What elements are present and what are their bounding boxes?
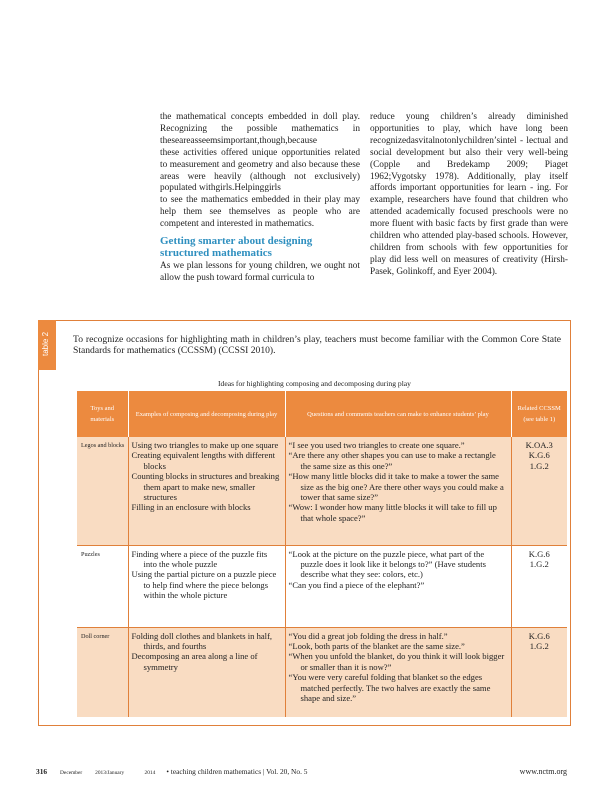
examples-cell — [128, 545, 285, 627]
section-heading — [160, 236, 360, 259]
table-header-row — [77, 391, 567, 437]
toy-cell: Doll corner — [77, 627, 128, 717]
footer-journal: • teaching children mathematics | Vol. 20, No. 5 — [166, 767, 308, 776]
question-item: “How many little blocks did it take to make a tower the same size as the big one? Are there other ways you could make a tower that same size?” — [288, 471, 504, 503]
paragraph: As we plan lessons for young children, we ought not allow the push toward formal curricula to — [160, 261, 360, 283]
table-row — [77, 545, 567, 627]
footer-left — [36, 767, 307, 776]
example-item: Using the partial picture on a puzzle piece to help find where the piece belongs within the whole picture — [131, 569, 277, 601]
question-item: “You did a great job folding the dress in half.” — [288, 630, 448, 641]
question-item: “Wow: I wonder how many little blocks it will take to fill up that whole space?” — [288, 502, 497, 523]
table-row — [77, 627, 567, 717]
question-item: “When you unfold the blanket, do you think it will look bigger or smaller than it is now?” — [288, 651, 505, 672]
paragraph: reduce young children’s already diminished opportunities to play, which have long been recognizedasvitalnotonlychildren’sintel - lectual and social development but also their very well-being (Copple and Bredekamp 2009; Piaget 1962;Vygotsky 1978). Additionally, play itself affords important opportunities for learn - ing. For example, researchers have found that children who attended academically focused preschools were no more fluent with basic facts by first grade than were children who attended play-based schools. However, children from schools with few opportunities for play did less well on measures of creativity (Hirsh-Pasek, Golinkoff, and Eyer 2004). — [370, 112, 568, 277]
question-item: “I see you used two triangles to create one square.” — [288, 440, 465, 450]
header-questions: Questions and comments teachers can make to enhance students’ play — [285, 391, 511, 437]
toy-cell: Legos and blocks — [77, 437, 128, 545]
examples-cell — [128, 627, 285, 717]
questions-cell — [285, 545, 511, 627]
paragraph: the mathematical concepts embedded in doll play. Recognizing the possible mathematics in theseareasseemsimportant,though,because — [160, 112, 360, 146]
standard-code: K.OA.3 — [525, 440, 553, 450]
page-number: 316 — [36, 767, 48, 776]
footer-month: December — [60, 770, 83, 776]
question-item: “Can you find a piece of the elephant?” — [288, 579, 425, 590]
example-item: Folding doll clothes and blankets in half, thirds, and fourths — [131, 630, 273, 651]
standards-cell — [511, 627, 567, 717]
example-item: Decomposing an area along a line of symmetry — [131, 651, 258, 672]
ideas-table — [77, 391, 567, 717]
toy-cell: Puzzles — [77, 545, 128, 627]
table-tab-label: table 2 — [41, 331, 50, 356]
example-item: Filling in an enclosure with blocks — [131, 502, 251, 513]
header-examples: Examples of composing and decomposing during play — [128, 391, 285, 437]
header-toys: Toys and materials — [77, 391, 128, 437]
standard-code: K.G.6 — [528, 450, 550, 461]
footer-year-span: 2013/January — [95, 770, 125, 776]
standard-code: K.G.6 — [528, 630, 550, 641]
section-heading-line-1: Getting smarter about designing — [160, 235, 313, 248]
table-title: Ideas for highlighting composing and decomposing during play — [218, 379, 411, 388]
examples-cell — [128, 437, 285, 545]
standard-code: K.G.6 — [528, 548, 550, 559]
section-heading-line-2: structured mathematics — [160, 246, 272, 259]
question-item: “Are there any other shapes you can use to make a rectangle the same size as this one?” — [288, 450, 496, 471]
example-item: Counting blocks in structures and breaking them apart to make new, smaller structures — [131, 471, 280, 503]
standards-cell — [511, 437, 567, 545]
standard-code: 1.G.2 — [529, 558, 549, 569]
standard-code: 1.G.2 — [529, 640, 549, 651]
right-column — [370, 112, 568, 279]
table-panel — [38, 320, 571, 726]
footer-year: 2014 — [144, 770, 156, 776]
table-row — [77, 437, 567, 545]
standards-cell — [511, 545, 567, 627]
left-column — [160, 112, 360, 285]
paragraph: to see the mathematics embedded in their play may help them see themselves as people who are competent and interested in mathematics. — [160, 195, 360, 230]
question-item: “Look at the picture on the puzzle piece, what part of the puzzle does it look like it belongs to?” (Have students describe what they see: colors, etc.) — [288, 548, 486, 580]
questions-cell — [285, 437, 511, 545]
question-item: “You were very careful folding that blanket so the edges matched perfectly. The two halves are exactly the same shape and size.” — [288, 672, 491, 703]
example-item: Using two triangles to make up one square — [131, 440, 279, 450]
header-related: Related CCSSM (see table 1) — [511, 391, 567, 437]
table-tab — [38, 320, 56, 370]
footer-url: www.nctm.org — [519, 767, 567, 776]
paragraph: these activities offered unique opportunities related to measurement and geometry and also because these areas were heavily (although not exclusively) populated withgirls.Helpinggirls — [160, 147, 360, 194]
table-intro: To recognize occasions for highlighting math in children’s play, teachers must become familiar with the Common Core State Standards for mathematics (CCSSM) (CCSSI 2010). — [73, 334, 561, 356]
example-item: Creating equivalent lengths with different blocks — [131, 450, 276, 471]
example-item: Finding where a piece of the puzzle fits into the whole puzzle — [131, 548, 268, 569]
standard-code: 1.G.2 — [529, 460, 549, 471]
questions-cell — [285, 627, 511, 717]
question-item: “Look, both parts of the blanket are the same size.” — [288, 640, 465, 651]
